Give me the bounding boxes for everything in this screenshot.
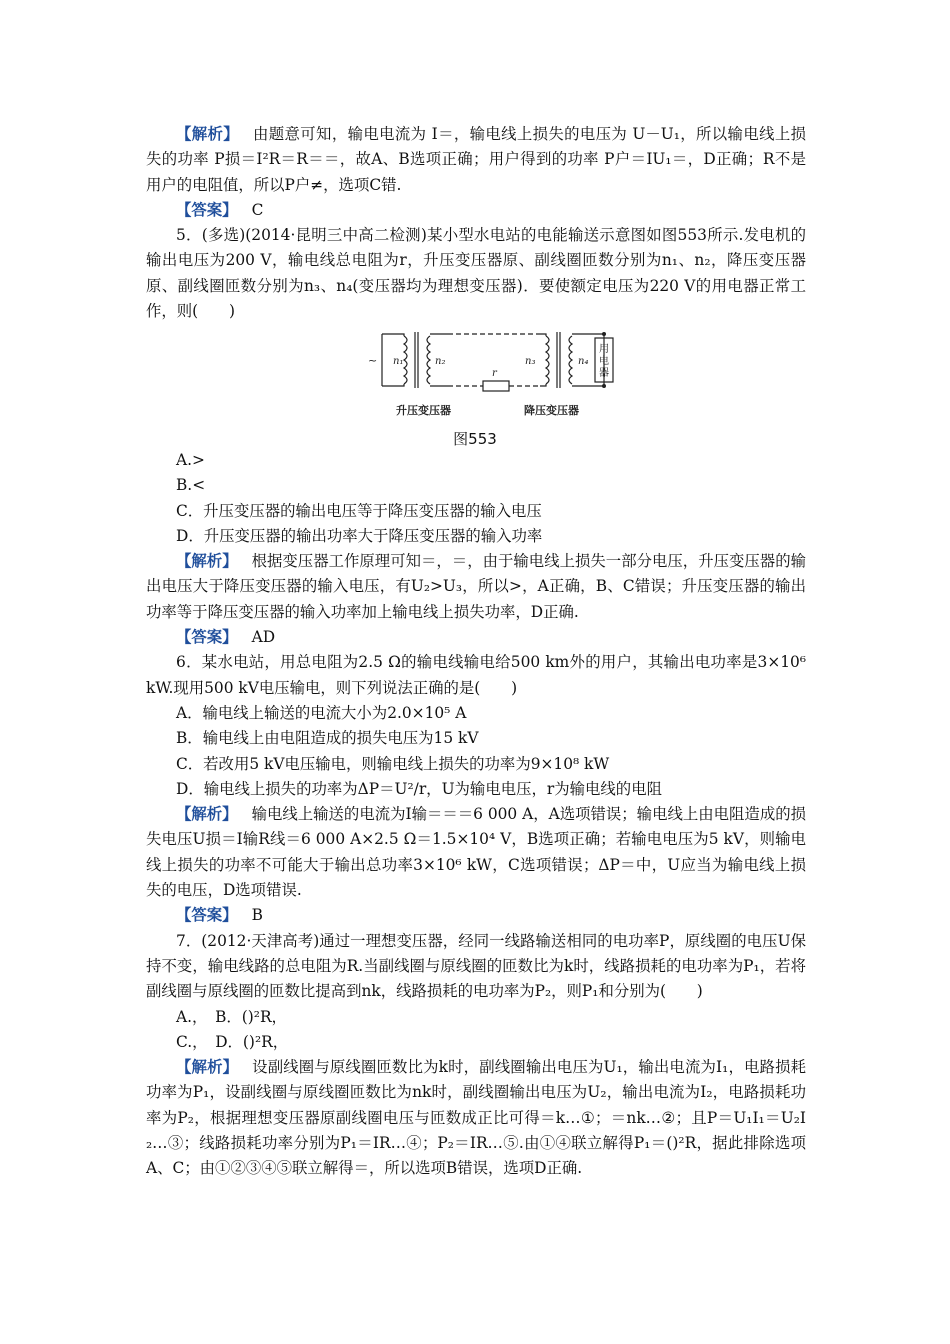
- label-n1: n₁: [393, 356, 404, 367]
- analysis-label: 【解析】: [176, 805, 238, 824]
- q5-analysis-text: 根据变压器工作原理可知＝，＝，由于输电线上损失一部分电压，升压变压器的输出电压大于降压变压器的输入电压，有U₂>U₃，所以>，A正确，B、C错误；升压变压器的输出功率等于降压变压器的输入功率加上输电线上损失功率，D正确.: [146, 552, 806, 621]
- q5-analysis: [146, 549, 806, 625]
- q6-option-c: C．若改用5 kV电压输电，则输电线上损失的功率为9×10⁸ kW: [176, 754, 610, 773]
- answer-label: 【答案】: [176, 200, 238, 219]
- q4-analysis-text: 由题意可知，输电电流为 I＝，输电线上损失的电压为 U－U₁，所以输电线上损失的功率 P损＝I²R＝R＝＝，故A、B选项正确；用户得到的功率 P户＝IU₁＝，D正确；R不是用户的电阻值，所以P户≠，选项C错.: [146, 125, 806, 194]
- label-n2: n₂: [435, 356, 446, 367]
- transmission-diagram: [368, 326, 618, 422]
- q6-answer-value: B: [251, 906, 263, 925]
- analysis-label: 【解析】: [176, 1058, 239, 1077]
- q7-analysis: [146, 1055, 806, 1181]
- q5-stem: 5．(多选)(2014·昆明三中高二检测)某小型水电站的电能输送示意图如图553所示.发电机的输出电压为200 V，输电线总电阻为r，升压变压器原、副线圈匝数分别为n₁、n₂，降压变压器原、副线圈匝数分别为n₃、n₄(变压器均为理想变压器)．要使额定电压为220 V的用电器正常工作，则( ): [146, 226, 806, 321]
- q6-option-d: D．输电线上损失的功率为ΔP＝U²/r，U为输电电压，r为输电线的电阻: [176, 779, 662, 798]
- q5-option-d: D．升压变压器的输出功率大于降压变压器的输入功率: [176, 526, 543, 545]
- coil-n2: [427, 336, 430, 384]
- q7-options-ab: A.， B．()²R，: [176, 1007, 287, 1026]
- source-wire: [382, 334, 392, 386]
- coil-n3: [546, 336, 549, 384]
- coil-n4: [569, 336, 572, 384]
- source-symbol: ~: [368, 354, 378, 367]
- device-label: 用电器: [599, 344, 609, 379]
- q6-analysis-text: 输电线上输送的电流为I输＝＝＝6 000 A，A选项错误；输电线上由电阻造成的损失电压U损＝I输R线＝6 000 A×2.5 Ω＝1.5×10⁴ V，B选项正确；若输电电压为5 kV，则输电线上损失的功率不可能大于输出总功率3×10⁶ kW，C选项错误；ΔP＝中，U应当为输电线上损失的电压，D选项错误.: [146, 805, 806, 900]
- label-n4: n₄: [578, 356, 589, 367]
- q4-answer-value: C: [251, 200, 264, 219]
- label-n3: n₃: [525, 356, 536, 367]
- q5-answer: [146, 625, 806, 650]
- analysis-label: 【解析】: [176, 125, 240, 143]
- q5-option-a: A.>: [176, 451, 205, 469]
- step-up-label: 升压变压器: [396, 404, 451, 417]
- answer-label: 【答案】: [176, 906, 238, 925]
- text-block-top: [146, 122, 806, 324]
- q6-answer: [146, 903, 806, 928]
- step-down-label: 降压变压器: [524, 404, 579, 417]
- q7-stem: 7．(2012·天津高考)通过一理想变压器，经同一线路输送相同的电功率P，原线圈的电压U保持不变，输电线路的总电阻为R.当副线圈与原线圈的匝数比为k时，线路损耗的电功率为P₁，若将副线圈与原线圈的匝数比提高到nk，线路损耗的电功率为P₂，则P₁和分别为( ): [146, 931, 806, 1001]
- coil-n1: [404, 336, 407, 384]
- q5-option-b: B.<: [176, 476, 206, 495]
- figure-caption: 图553: [453, 430, 497, 448]
- figure-553: [368, 326, 618, 422]
- q6-analysis: [146, 802, 806, 903]
- q7-analysis-text: 设副线圈与原线圈匝数比为k时，副线圈输出电压为U₁，输出电流为I₁，电路损耗功率为P₁，设副线圈与原线圈匝数比为nk时，副线圈输出电压为U₂，输出电流为I₂，电路损耗功率为P₂，根据理想变压器原副线圈电压与匝数成正比可得＝k…①；＝nk…②；且P＝U₁I₁＝U₂I₂…③；线路损耗功率分别为P₁＝IR…④；P₂＝IR…⑤.由①④联立解得P₁＝()²R，据此排除选项A、C；由①②③④⑤联立解得＝，所以选项B错误，选项D正确.: [146, 1058, 806, 1178]
- q4-answer: [146, 198, 806, 223]
- analysis-label: 【解析】: [176, 552, 238, 571]
- q5-answer-value: AD: [251, 628, 276, 647]
- text-block-bottom: [146, 448, 806, 1182]
- answer-label: 【答案】: [176, 628, 238, 647]
- q6-option-a: A．输电线上输送的电流大小为2.0×10⁵ A: [176, 703, 467, 722]
- q6-option-b: B．输电线上由电阻造成的损失电压为15 kV: [176, 729, 479, 748]
- q7-options-cd: C.， D．()²R，: [176, 1032, 289, 1051]
- q4-analysis: [146, 122, 806, 198]
- label-r: r: [492, 368, 497, 379]
- resistor-r: [483, 381, 509, 391]
- q5-option-c: C．升压变压器的输出电压等于降压变压器的输入电压: [176, 501, 542, 520]
- q6-stem: 6．某水电站，用总电阻为2.5 Ω的输电线输电给500 km外的用户，其输出电功率是3×10⁶ kW.现用500 kV电压输电，则下列说法正确的是( ): [146, 653, 806, 697]
